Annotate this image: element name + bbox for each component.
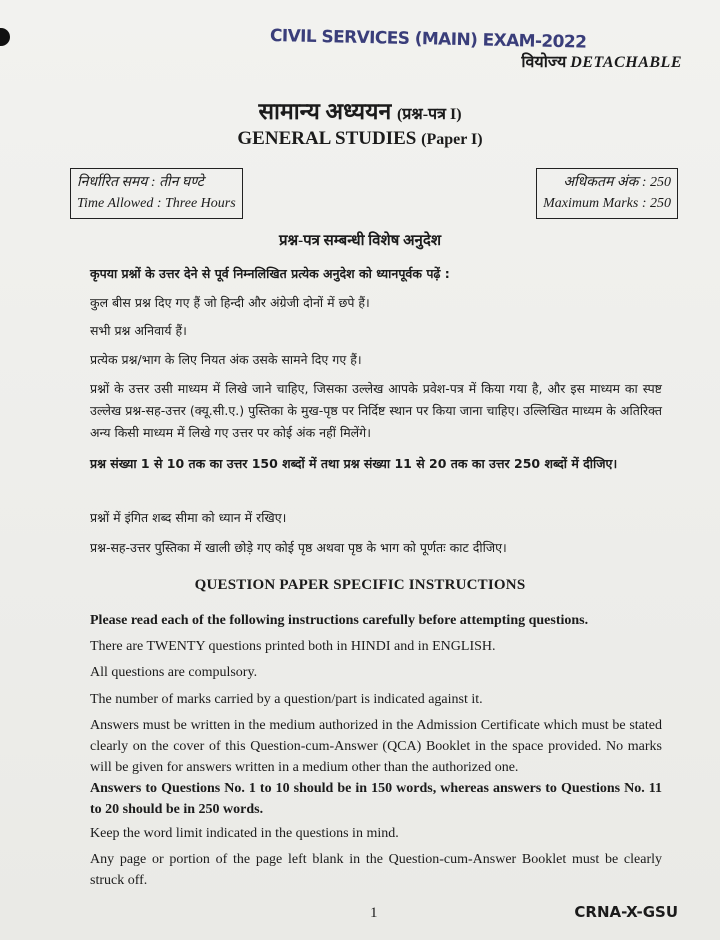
english-instruction-4: The number of marks carried by a question/part is indicated against it. <box>90 692 483 707</box>
english-instruction-7: Keep the word limit indicated in the questions in mind. <box>90 826 399 841</box>
hindi-instruction-5: प्रश्नों के उत्तर उसी माध्यम में लिखे जाने चाहिए, जिसका उल्लेख आपके प्रवेश-पत्र में किया गया है, और इस माध्यम का स्पष्ट उल्लेख प्रश्न-सह-उत्तर (क्यू.सी.ए.) पुस्तिका के मुख-पृष्ठ पर निर्दिष्ट स्थान पर किया जाना चाहिए। उल्लिखित माध्यम के अतिरिक्त अन्य किसी माध्यम में लिखे गए उत्तर पर कोई अंक नहीं मिलेंगे। <box>90 381 662 440</box>
english-instructions-heading: QUESTION PAPER SPECIFIC INSTRUCTIONS <box>194 577 526 593</box>
maximum-marks-box <box>536 168 678 219</box>
english-title <box>0 128 720 150</box>
time-allowed-hindi: निर्धारित समय : तीन घण्टे <box>77 175 204 190</box>
hindi-instruction-6: प्रश्न संख्या 1 से 10 तक का उत्तर 150 शब्दों में तथा प्रश्न संख्या 11 से 20 तक का उत्तर 250 शब्दों में दीजिए। <box>90 456 618 471</box>
english-title-main: GENERAL STUDIES <box>237 128 417 149</box>
hindi-instruction-3: सभी प्रश्न अनिवार्य हैं। <box>90 323 187 338</box>
time-allowed-english: Time Allowed : Three Hours <box>77 196 236 211</box>
english-instruction-1: Please read each of the following instructions carefully before attempting questions. <box>90 613 589 628</box>
detachable-hindi: वियोज्य <box>521 54 567 71</box>
maximum-marks-english: Maximum Marks : 250 <box>543 196 671 211</box>
english-instruction-3: All questions are compulsory. <box>90 665 258 680</box>
detachable-english: DETACHABLE <box>570 54 682 71</box>
paper-code: CRNA-X-GSU <box>574 903 678 921</box>
time-allowed-box <box>70 168 243 219</box>
english-instruction-8: Any page or portion of the page left blank in the Question-cum-Answer Booklet must be clearly struck off. <box>90 852 662 888</box>
maximum-marks-hindi: अधिकतम अंक : 250 <box>563 175 671 190</box>
hindi-instruction-7: प्रश्नों में इंगित शब्द सीमा को ध्यान में रखिए। <box>90 510 287 525</box>
english-instruction-2: There are TWENTY questions printed both in HINDI and in ENGLISH. <box>90 639 496 654</box>
hindi-instruction-8: प्रश्न-सह-उत्तर पुस्तिका में खाली छोड़े गए कोई पृष्ठ अथवा पृष्ठ के भाग को पूर्णतः काट दीजिए। <box>90 540 507 555</box>
detachable-label <box>521 50 682 72</box>
hindi-title-main: सामान्य अध्ययन <box>258 99 392 124</box>
page-number: 1 <box>370 905 378 921</box>
english-instruction-6: Answers to Questions No. 1 to 10 should be in 150 words, whereas answers to Questions No. 11 to 20 should be in 250 words. <box>90 781 662 817</box>
english-instruction-5: Answers must be written in the medium authorized in the Admission Certificate which must be stated clearly on the cover of this Question-cum-Answer (QCA) Booklet in the space provided. No marks will be given for answers written in a medium other than the authorized one. <box>90 718 662 775</box>
punch-hole <box>0 28 10 46</box>
hindi-instructions-heading: प्रश्न-पत्र सम्बन्धी विशेष अनुदेश <box>278 233 442 249</box>
hindi-title <box>0 94 720 126</box>
hindi-title-sub: (प्रश्न-पत्र I) <box>396 106 462 123</box>
exam-stamp: CIVIL SERVICES (MAIN) EXAM-2022 <box>269 26 587 53</box>
hindi-instruction-1: कृपया प्रश्नों के उत्तर देने से पूर्व निम्नलिखित प्रत्येक अनुदेश को ध्यानपूर्वक पढ़ें : <box>90 266 450 281</box>
english-title-sub: (Paper I) <box>421 131 483 148</box>
hindi-instruction-4: प्रत्येक प्रश्न/भाग के लिए नियत अंक उसके सामने दिए गए हैं। <box>90 352 362 367</box>
hindi-instruction-2: कुल बीस प्रश्न दिए गए हैं जो हिन्दी और अंग्रेजी दोनों में छपे हैं। <box>90 295 370 310</box>
